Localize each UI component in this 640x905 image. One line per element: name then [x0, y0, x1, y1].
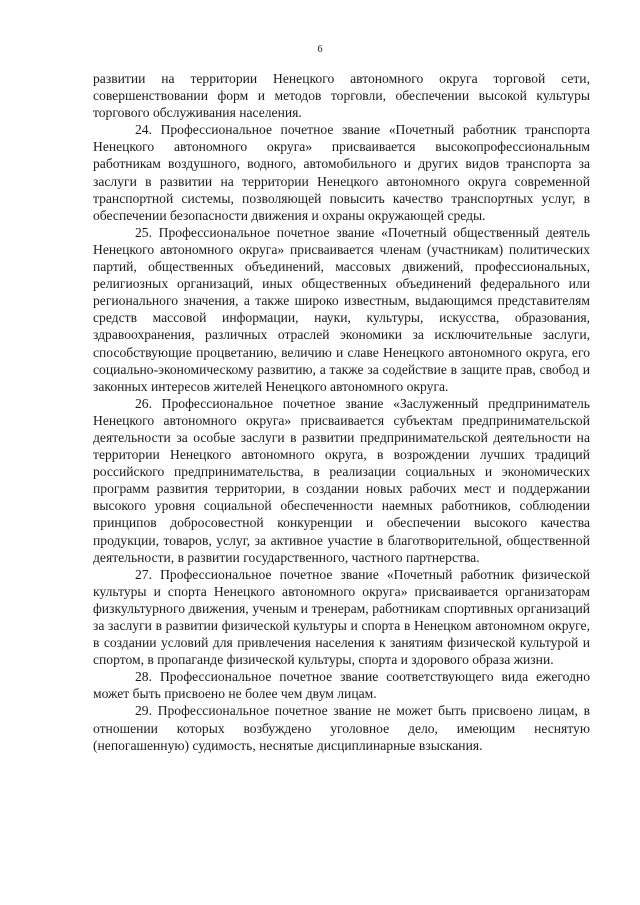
- paragraph-continuation: развитии на территории Ненецкого автономного округа торговой сети, совершенствовании форм и методов торговли, обеспечении высокой культуры торгового обслуживания населения.: [93, 71, 590, 121]
- paragraph-item-25: 25. Профессиональное почетное звание «Почетный общественный деятель Ненецкого автономного округа» присваивается членам (участникам) политических партий, общественных объединений, массовых движений, профессиональных, религиозных организаций, иных общественных объединений федерального или регионального значения, а также широко известным, выдающимся представителям средств массовой информации, науки, культуры, искусства, образования, здравоохранения, различных отраслей экономики за исключительные заслуги, способствующие процветанию, величию и славе Ненецкого автономного округа, его социально-экономическому развитию, а также за содействие в защите прав, свобод и законных интересов жителей Ненецкого автономного округа.: [93, 224, 590, 394]
- paragraph-item-27: 27. Профессиональное почетное звание «Почетный работник физической культуры и спорта Ненецкого автономного округа» присваивается организаторам физкультурного движения, ученым и тренерам, работникам спортивных организаций за заслуги в развитии физической культуры и спорта в Ненецком автономном округе, в создании условий для привлечения населения к занятиям физической культурой и спортом, в пропаганде физической культуры, спорта и здорового образа жизни.: [93, 566, 590, 668]
- paragraph-item-29: 29. Профессиональное почетное звание не может быть присвоено лицам, в отношении которых возбуждено уголовное дело, имеющим неснятую (непогашенную) судимость, неснятые дисциплинарные взыскания.: [93, 703, 590, 753]
- paragraph-item-24: 24. Профессиональное почетное звание «Почетный работник транспорта Ненецкого автономного округа» присваивается высокопрофессиональным работникам воздушного, водного, автомобильного и других видов транспорта за заслуги в развитии на территории Ненецкого автономного округа современной транспортной системы, позволяющей повысить качество транспортных услуг, в обеспечении безопасности движения и охраны окружающей среды.: [93, 122, 590, 223]
- paragraph-item-26: 26. Профессиональное почетное звание «Заслуженный предприниматель Ненецкого автономного округа» присваивается субъектам предпринимательской деятельности за особые заслуги в развитии предпринимательской деятельности на территории Ненецкого автономного округа, в возрождении лучших традиций российского предпринимательства, в реализации социальных и экономических программ развития территории, в создании новых рабочих мест и поддержании высокого уровня социальной обеспеченности наемных работников, соблюдении принципов добросовестной конкуренции и обеспечении высокого качества продукции, товаров, услуг, за активное участие в благотворительной, общественной деятельности, в развитии государственного, частного партнерства.: [93, 395, 590, 565]
- paragraph-item-28: 28. Профессиональное почетное звание соответствующего вида ежегодно может быть присвоено не более чем двум лицам.: [93, 669, 590, 702]
- page-number: 6: [317, 44, 323, 55]
- document-body: [93, 70, 590, 754]
